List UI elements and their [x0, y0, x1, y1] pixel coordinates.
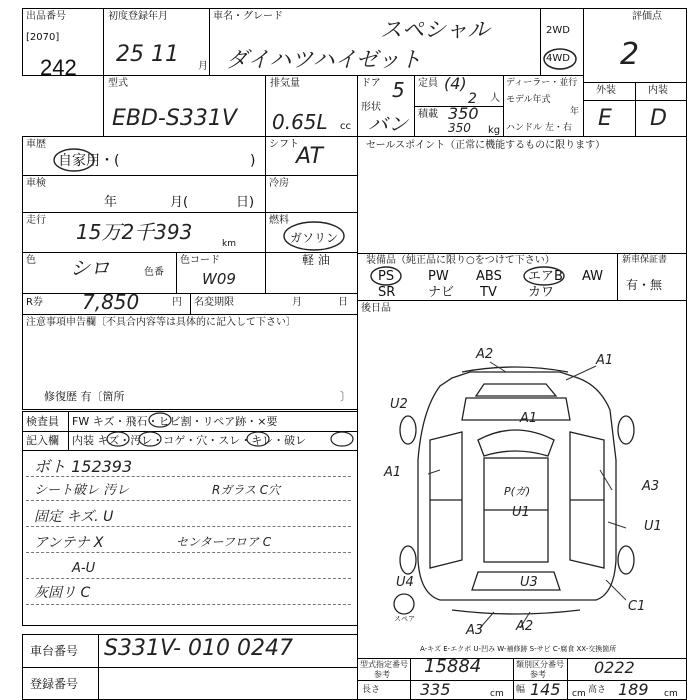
r-limit-month: 月 [292, 297, 302, 308]
model-value: EBD-S331V [112, 106, 237, 131]
width-unit: cm [572, 689, 586, 699]
reg-label: 登録番号 [30, 677, 79, 691]
height-label: 高さ [588, 685, 607, 695]
inspector-row1-items: FW キズ・飛石・ヒビ割・リペア跡・×要 [72, 415, 278, 428]
year-unit: 年 [570, 107, 580, 117]
note-5: A-U [72, 561, 96, 576]
load-unit: kg [488, 125, 501, 136]
mark-u1-right: U1 [644, 519, 662, 534]
shape-label: 形状 [361, 102, 381, 113]
fuel-gas: ガソリン [290, 231, 339, 245]
car-name-value: ダイハツハイゼット [226, 48, 422, 73]
name-label: 車名・グレード [213, 11, 283, 22]
mark-a1-roof: A1 [520, 411, 538, 426]
cooler-label: 冷房 [269, 178, 289, 189]
class-no-label: 類別区分番号 [516, 660, 564, 669]
mark-u1-center: U1 [512, 505, 530, 520]
equip-navi: ナビ [428, 285, 455, 300]
height-value: 189 [618, 680, 649, 699]
mark-u2: U2 [390, 397, 408, 412]
color-value: シロ [70, 256, 110, 280]
type-no-value: 15884 [424, 656, 482, 677]
model-year-label: モデル年式 [506, 95, 551, 105]
load-value: 350 [448, 104, 479, 123]
shape-value: バン [368, 112, 408, 136]
first-reg-label: 初度登録年月 [108, 11, 168, 22]
inspect-month: 月( [170, 195, 189, 210]
ref-label-2: 参考 [530, 670, 546, 679]
note-2: シート破レ 汚レ [34, 483, 130, 498]
mark-u3: U3 [520, 575, 538, 590]
lot-code: [2070] [26, 32, 60, 43]
disp-value: 0.65L [272, 110, 328, 134]
doors-label: ドア [361, 78, 381, 89]
warranty-label: 新車保証書 [622, 255, 668, 265]
equip-label: 装備品（純正品に限り○をつけて下さい） [366, 255, 555, 266]
length-unit: cm [490, 689, 504, 699]
note-4: アンテナ X [34, 535, 104, 551]
inspector-row2-items: 内装 キズ・汚レ・コゲ・穴・スレ・キレ・破レ [72, 434, 307, 447]
damage-legend: A-キズ E-エクボ U-凹み W-補修跡 S-サビ C-腐食 XX-交換箇所 [420, 645, 617, 653]
dealer-label: ディーラー・並行 [506, 78, 578, 88]
note-1: ボト 152393 [34, 457, 133, 476]
inspector-row2-label: 記入欄 [26, 434, 59, 447]
height-unit: cm [664, 689, 678, 699]
lot-label: 出品番号 [26, 11, 66, 22]
fuel-diesel: 軽 油 [302, 253, 330, 267]
interior-value: D [650, 106, 667, 131]
inspect-day: 日) [236, 195, 255, 210]
note-6: 灰固リ C [34, 585, 91, 601]
r-limit-label: 名変期限 [194, 297, 234, 308]
note-7: Rガラス C穴 [212, 483, 281, 497]
shift-label: シフト [269, 139, 299, 150]
spare-label: スペア [394, 615, 415, 623]
inspect-label: 車検 [26, 178, 46, 189]
exterior-value: E [598, 106, 612, 131]
mileage-label: 走行 [26, 215, 46, 226]
color-no-label: 色番 [144, 267, 164, 278]
warranty-value: 有・無 [626, 278, 663, 292]
equip-leather: カワ [528, 285, 555, 300]
repair-label: 修復歴 有〔箇所 [44, 390, 125, 403]
equip-airbag: エアB [528, 269, 563, 284]
fuel-label: 燃料 [269, 215, 289, 226]
first-reg-value: 25 11 [116, 42, 179, 67]
interior-label: 内装 [648, 85, 668, 96]
disp-unit: cc [340, 121, 351, 132]
mileage-unit: km [222, 239, 236, 249]
mark-u4: U4 [396, 575, 414, 590]
grade-value: スペシャル [380, 18, 490, 43]
disp-label: 排気量 [270, 78, 300, 89]
equip-ps: PS [378, 269, 395, 284]
width-label: 幅 [516, 685, 526, 695]
vehicle-type-close: ) [250, 153, 256, 169]
doors-value: 5 [392, 78, 405, 102]
color-label: 色 [26, 255, 36, 266]
mark-a2-top: A2 [476, 347, 494, 362]
sales-label: セールスポイント（正常に機能するものに限ります） [366, 140, 606, 151]
class-no-value: 0222 [594, 658, 635, 677]
equip-pw: PW [428, 269, 449, 284]
after-label: 後日品 [361, 303, 391, 314]
cap-label: 定員 [418, 78, 438, 89]
mark-c1: C1 [628, 599, 646, 614]
score-value: 2 [620, 37, 640, 72]
model-label: 型式 [108, 78, 128, 89]
type-no-label: 型式指定番号 [360, 660, 408, 669]
mark-a3-right: A3 [642, 479, 660, 494]
note-3: 固定 キズ. U [34, 509, 114, 525]
equip-sr: SR [378, 285, 396, 300]
mark-a1-left: A1 [384, 465, 402, 480]
first-reg-unit: 月 [198, 61, 208, 72]
cap-value: (4) [444, 74, 467, 93]
drive-2wd: 2WD [546, 25, 570, 36]
cap-unit: 人 [490, 93, 500, 104]
shift-value: AT [296, 144, 323, 169]
r-unit: 円 [172, 297, 182, 308]
mark-a3-bottom: A3 [466, 623, 484, 638]
mark-p: P(ガ) [504, 485, 531, 498]
equip-abs: ABS [476, 269, 502, 284]
vehicle-type-label: 車歴 [26, 139, 46, 150]
width-value: 145 [530, 680, 561, 699]
length-label: 長さ [362, 685, 381, 695]
r-label: R券 [26, 297, 43, 308]
drive-4wd: 4WD [546, 53, 570, 64]
cap-value-2: 2 [468, 91, 477, 107]
score-label: 評価点 [632, 11, 662, 22]
mileage-value: 15万2千393 [76, 220, 193, 244]
length-value: 335 [420, 680, 451, 699]
equip-aw: AW [582, 269, 604, 284]
vehicle-type-text: 自家用・( [58, 153, 120, 169]
chassis-label: 車台番号 [30, 644, 79, 658]
color-code-label: 色コード [180, 255, 220, 266]
exterior-label: 外装 [596, 85, 616, 96]
notes-label: 注意事項申告欄〔不具合内容等は具体的に記入して下さい〕 [26, 317, 296, 328]
chassis-value: S331V- 010 0247 [104, 636, 293, 661]
inspect-year: 年 [104, 195, 118, 210]
mark-a1-top: A1 [596, 353, 614, 368]
load-value-2: 350 [448, 121, 471, 135]
mark-a2-bottom: A2 [516, 619, 534, 634]
color-code-value: W09 [202, 270, 236, 288]
handle-label: ハンドル 左・右 [506, 123, 572, 133]
inspector-row1-label: 検査員 [26, 415, 59, 428]
lot-number: 242 [40, 55, 77, 80]
r-limit-day: 日 [338, 297, 348, 308]
equip-tv: TV [480, 285, 497, 300]
load-label: 積載 [418, 109, 438, 120]
ref-label-1: 参考 [374, 670, 390, 679]
r-value: 7,850 [82, 290, 140, 314]
repair-close: 〕 [340, 390, 351, 403]
note-8: センターフロア C [176, 535, 272, 549]
